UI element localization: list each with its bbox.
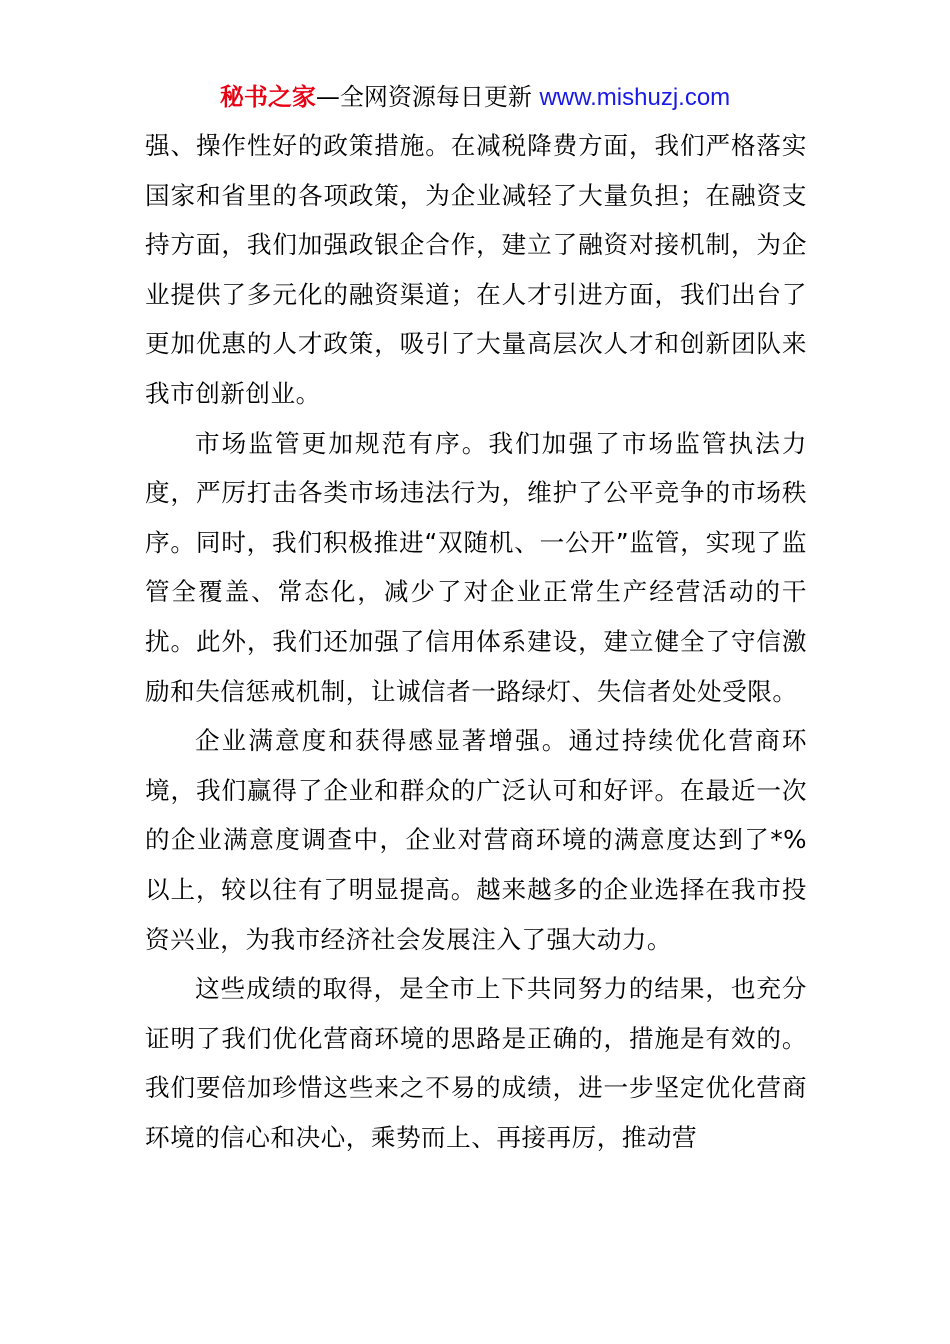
page-header — [0, 80, 950, 115]
paragraph-enterprise-satisfaction: 企业满意度和获得感显著增强。通过持续优化营商环境，我们赢得了企业和群众的广泛认可和好评。在最近一次的企业满意度调查中，企业对营商环境的满意度达到了*%以上，较以往有了明显提高。越来越多的企业选择在我市投资兴业，为我市经济社会发展注入了强大动力。 — [145, 726, 807, 954]
document-body — [145, 121, 807, 1162]
brand-name: 秘书之家 — [219, 83, 316, 111]
paragraph-conclusion: 这些成绩的取得，是全市上下共同努力的结果，也充分证明了我们优化营商环境的思路是正确的，措施是有效的。我们要倍加珍惜这些来之不易的成绩，进一步坚定优化营商环境的信心和决心，乘势而上、再接再厉，推动营 — [145, 974, 807, 1152]
header-tagline: —全网资源每日更新 — [315, 83, 540, 111]
paragraph-market-supervision: 市场监管更加规范有序。我们加强了市场监管执法力度，严厉打击各类市场违法行为，维护了公平竞争的市场秩序。同时，我们积极推进“双随机、一公开”监管，实现了监管全覆盖、常态化，减少了对企业正常生产经营活动的干扰。此外，我们还加强了信用体系建设，建立健全了守信激励和失信惩戒机制，让诚信者一路绿灯、失信者处处受限。 — [145, 428, 807, 706]
site-url-link[interactable]: www.mishuzj.com — [539, 84, 731, 111]
paragraph-continuation: 强、操作性好的政策措施。在减税降费方面，我们严格落实国家和省里的各项政策，为企业减轻了大量负担；在融资支持方面，我们加强政银企合作，建立了融资对接机制，为企业提供了多元化的融资渠道；在人才引进方面，我们出台了更加优惠的人才政策，吸引了大量高层次人才和创新团队来我市创新创业。 — [145, 131, 807, 408]
